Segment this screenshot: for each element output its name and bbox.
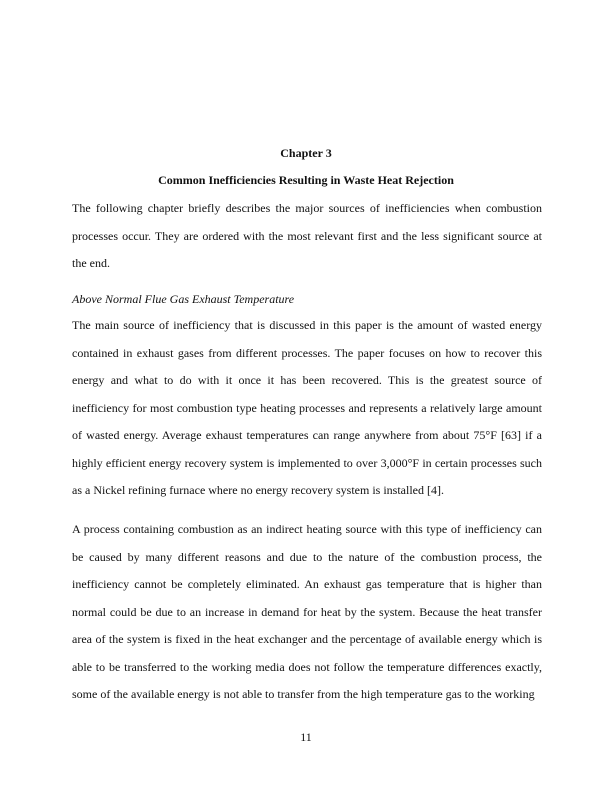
page-number: 11	[300, 730, 312, 744]
section-paragraph-2: A process containing combustion as an indirect heating source with this type of inefficiency can be caused by many different reasons and due to the nature of the combustion process, the inefficiency cannot be completely eliminated. An exhaust gas temperature that is higher than normal could be due to an increase in demand for heat by the system. Because the heat transfer area of the system is fixed in the heat exchanger and the percentage of available energy which is able to be transferred to the working media does not follow the temperature differences exactly, some of the available energy is not able to transfer from the high temperature gas to the working	[72, 522, 542, 701]
chapter-number: Chapter 3	[280, 146, 332, 160]
intro-paragraph: The following chapter briefly describes the major sources of inefficiencies when combustion processes occur. They are ordered with the most relevant first and the less significant source at the end.	[72, 201, 542, 270]
section-heading: Above Normal Flue Gas Exhaust Temperature	[72, 292, 295, 306]
chapter-title: Common Inefficiencies Resulting in Waste Heat Rejection	[158, 173, 454, 187]
section-paragraph-1: The main source of inefficiency that is discussed in this paper is the amount of wasted energy contained in exhaust gases from different processes. The paper focuses on how to recover this energy and what to do with it once it has been recovered. This is the greatest source of inefficiency for most combustion type heating processes and represents a relatively large amount of wasted energy. Average exhaust temperatures can range anywhere from about 75°F [63] if a highly efficient energy recovery system is implemented to over 3,000°F in certain processes such as a Nickel refining furnace where no energy recovery system is installed [4].	[72, 318, 542, 497]
